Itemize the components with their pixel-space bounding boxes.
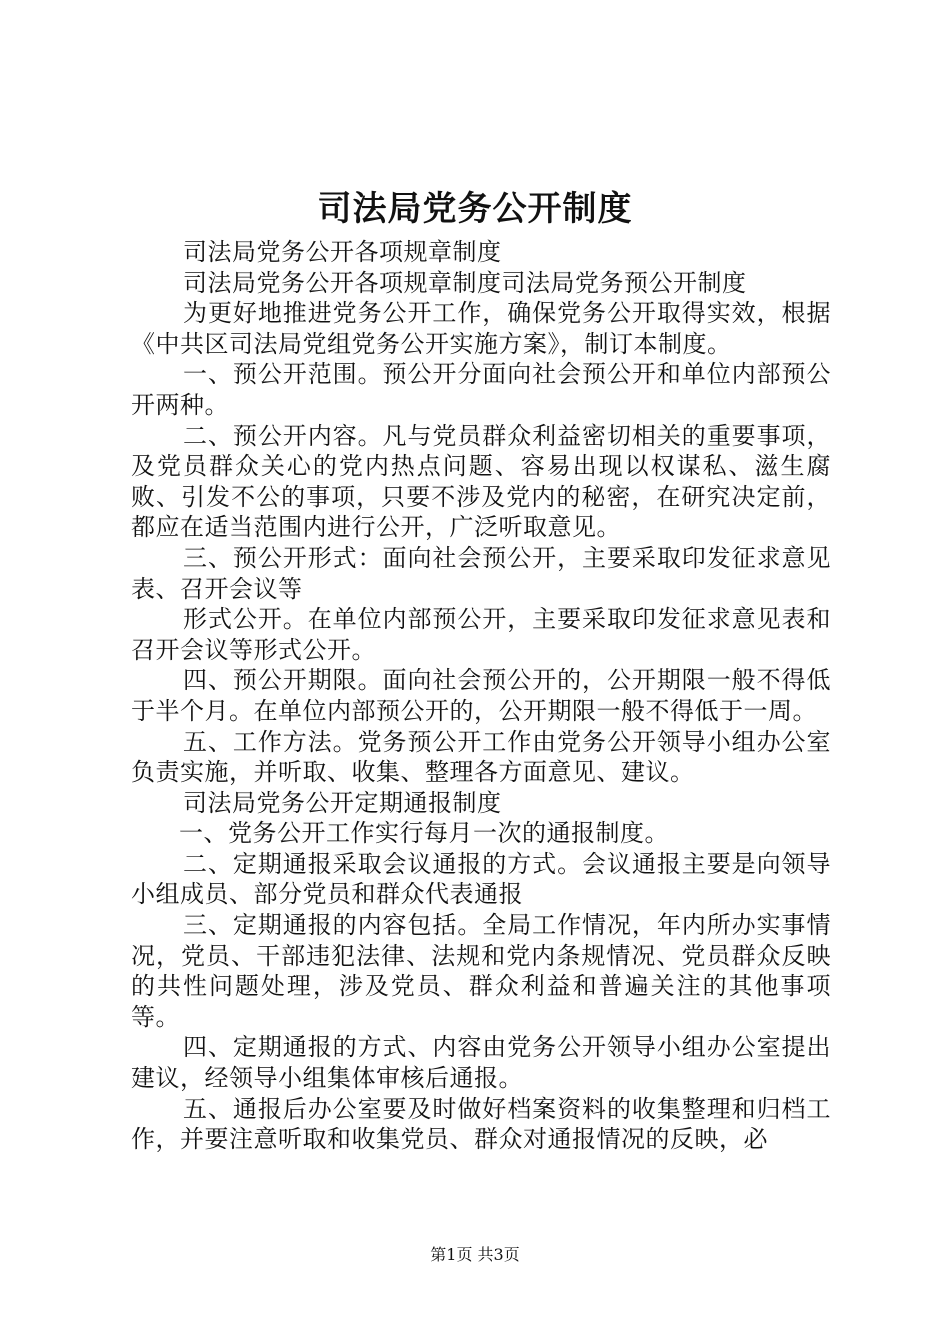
paragraph-item-3: 三、预公开形式：面向社会预公开，主要采取印发征求意见表、召开会议等	[131, 543, 831, 603]
paragraph-item-3-continued: 形式公开。在单位内部预公开，主要采取印发征求意见表和召开会议等形式公开。	[131, 605, 831, 664]
document-title: 司法局党务公开制度	[317, 189, 633, 229]
paragraph-heading-regular-report: 司法局党务公开定期通报制度	[183, 788, 502, 817]
paragraph-report-item-2: 二、定期通报采取会议通报的方式。会议通报主要是向领导小组成员、部分党员和群众代表通报	[131, 849, 831, 909]
page-number-footer: 第1页 共3页	[430, 1245, 520, 1264]
paragraph-report-item-5: 五、通报后办公室要及时做好档案资料的收集整理和归档工作，并要注意听取和收集党员、群众对通报情况的反映，必	[131, 1094, 831, 1154]
paragraph-report-item-3: 三、定期通报的内容包括。全局工作情况，年内所办实事情况，党员、干部违犯法律、法规和党内条规情况、党员群众反映的共性问题处理，涉及党员、群众利益和普遍关注的其他事项等。	[131, 911, 831, 1031]
paragraph-item-1: 一、预公开范围。预公开分面向社会预公开和单位内部预公开两种。	[131, 360, 831, 419]
paragraph-item-4: 四、预公开期限。面向社会预公开的，公开期限一般不得低于半个月。在单位内部预公开的，公开期限一般不得低于一周。	[131, 666, 831, 725]
paragraph-heading-pre-disclosure: 司法局党务公开各项规章制度司法局党务预公开制度	[183, 268, 747, 297]
paragraph-report-item-4: 四、定期通报的方式、内容由党务公开领导小组办公室提出建议，经领导小组集体审核后通报。	[131, 1033, 831, 1093]
paragraph-intro: 为更好地推进党务公开工作，确保党务公开取得实效，根据《中共区司法局党组党务公开实施方案》，制订本制度。	[131, 299, 831, 358]
paragraph-heading-rules: 司法局党务公开各项规章制度	[183, 238, 502, 266]
paragraph-item-5: 五、工作方法。党务预公开工作由党务公开领导小组办公室负责实施，并听取、收集、整理各方面意见、建议。	[131, 727, 831, 787]
paragraph-report-item-1: 一、党务公开工作实行每月一次的通报制度。	[179, 819, 669, 848]
document-body	[131, 237, 831, 1155]
paragraph-item-2: 二、预公开内容。凡与党员群众利益密切相关的重要事项，及党员群众关心的党内热点问题、容易出现以权谋私、滋生腐败、引发不公的事项，只要不涉及党内的秘密，在研究决定前，都应在适当范围内进行公开，广泛听取意见。	[131, 421, 831, 542]
